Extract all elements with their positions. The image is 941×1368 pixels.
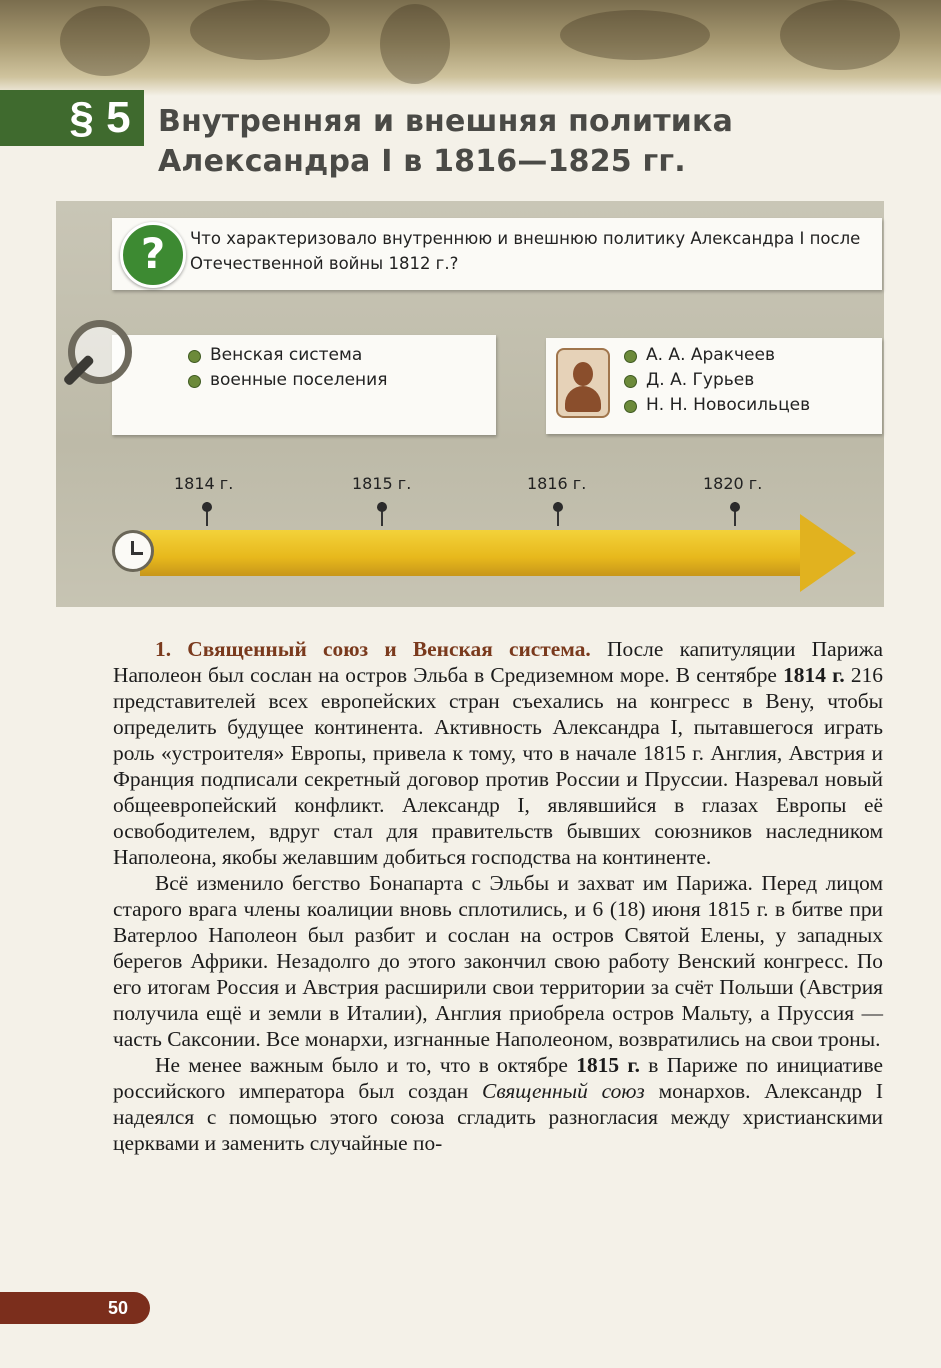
clock-icon bbox=[112, 530, 154, 572]
timeline-arrow-head bbox=[800, 514, 856, 592]
person-name: Д. А. Гурьев bbox=[646, 370, 755, 390]
timeline-date: 1820 г. bbox=[703, 474, 763, 493]
list-item bbox=[624, 393, 810, 418]
list-item bbox=[188, 368, 387, 393]
text-run: в Париже по инициативе российского императора был создан bbox=[113, 1053, 884, 1103]
page-number: 50 bbox=[0, 1292, 150, 1324]
paragraph: Всё изменило бегство Бонапарта с Эльбы и захват им Парижа. Перед лицом старого врага члены коалиции вновь сплотились, и 6 (18) июня 1815 г. в битве при Ватерлоо Наполеон был разбит и сослан на остров Святой Елены, у западных берегов Африки. Незадолго до этого закончил свою работу Венский конгресс. По его итогам Россия и Австрия расширили свои территории за счёт Польши (Австрия получила ещё и земли в Италии), Англия приобрела остров Мальту, а Пруссия — часть Саксонии. Все монархи, изгнанные Наполеоном, возвратились на свои троны. bbox=[113, 871, 883, 1051]
bullet-icon bbox=[624, 375, 637, 388]
title-line-1: Внутренняя и внешняя политика bbox=[158, 104, 734, 139]
person-name: Н. Н. Новосильцев bbox=[646, 395, 811, 415]
list-item bbox=[188, 343, 387, 368]
clock-hand bbox=[131, 552, 143, 555]
bullet-icon bbox=[624, 350, 637, 363]
terms-list bbox=[188, 343, 387, 393]
term-label: Венская система bbox=[210, 345, 363, 365]
section-number: § 5 bbox=[56, 90, 144, 146]
timeline-pin bbox=[206, 502, 208, 526]
person-icon-body bbox=[565, 386, 601, 412]
header-ornament bbox=[190, 0, 330, 60]
timeline-pin bbox=[557, 502, 559, 526]
header-ornament bbox=[380, 4, 450, 84]
question-mark-icon: ? bbox=[120, 222, 186, 288]
bold-date: 1814 г. bbox=[783, 663, 845, 687]
timeline-pin bbox=[734, 502, 736, 526]
bullet-icon bbox=[624, 400, 637, 413]
text-run: Не менее важным было и то, что в октябре bbox=[155, 1053, 577, 1077]
bullet-icon bbox=[188, 375, 201, 388]
person-icon bbox=[556, 348, 610, 418]
text-run: 216 представителей всех европейских стран съехались на конгресс в Вену, чтобы определить будущее континента. Активность Александра I, пытавшегося играть роль «устроителя» Европы, привела к тому, что в начале 1815 г. Англия, Австрия и Франция подписали секретный договор против России и Пруссии. Назревал новый общеевропейский конфликт. Александр I, являвшийся в глазах Европы её освободителем, вдруг стал для правительств бывших союзников наследником Наполеона, якобы желавшим добиться господства на континенте. bbox=[113, 663, 884, 869]
bold-date: 1815 г. bbox=[576, 1053, 640, 1077]
list-item bbox=[624, 343, 810, 368]
list-item bbox=[624, 368, 810, 393]
title-line-2: Александра I в 1816—1825 гг. bbox=[158, 144, 686, 179]
timeline-date: 1816 г. bbox=[527, 474, 587, 493]
timeline-date: 1815 г. bbox=[352, 474, 412, 493]
main-text bbox=[113, 636, 883, 1156]
italic-term: Священный союз bbox=[482, 1079, 645, 1103]
subsection-heading: 1. Священный союз и Венская система. bbox=[155, 637, 591, 661]
persons-list bbox=[624, 343, 810, 418]
paragraph bbox=[113, 636, 883, 870]
text-run: монархов. Александр I надеялся с помощью этого союза сгладить разногласия между христианскими церквами и заменить случайные по- bbox=[113, 1079, 883, 1155]
header-ornament bbox=[560, 10, 710, 60]
header-ornament bbox=[780, 0, 900, 70]
person-icon-head bbox=[573, 362, 593, 386]
page-title bbox=[158, 102, 733, 182]
bullet-icon bbox=[188, 350, 201, 363]
term-label: военные поселения bbox=[210, 370, 388, 390]
timeline-arrow bbox=[140, 530, 808, 576]
timeline-date: 1814 г. bbox=[174, 474, 234, 493]
question-text: Что характеризовало внутреннюю и внешнюю политику Александра I после Отечественной войны 1812 г.? bbox=[190, 229, 861, 273]
header-ornament bbox=[60, 6, 150, 76]
timeline-pin bbox=[381, 502, 383, 526]
text-run: После капитуляции Парижа Наполеон был сослан на остров Эльба в Средиземном море. В сентябре bbox=[113, 637, 884, 687]
paragraph bbox=[113, 1052, 883, 1156]
person-name: А. А. Аракчеев bbox=[646, 345, 775, 365]
header-decoration bbox=[0, 0, 941, 96]
